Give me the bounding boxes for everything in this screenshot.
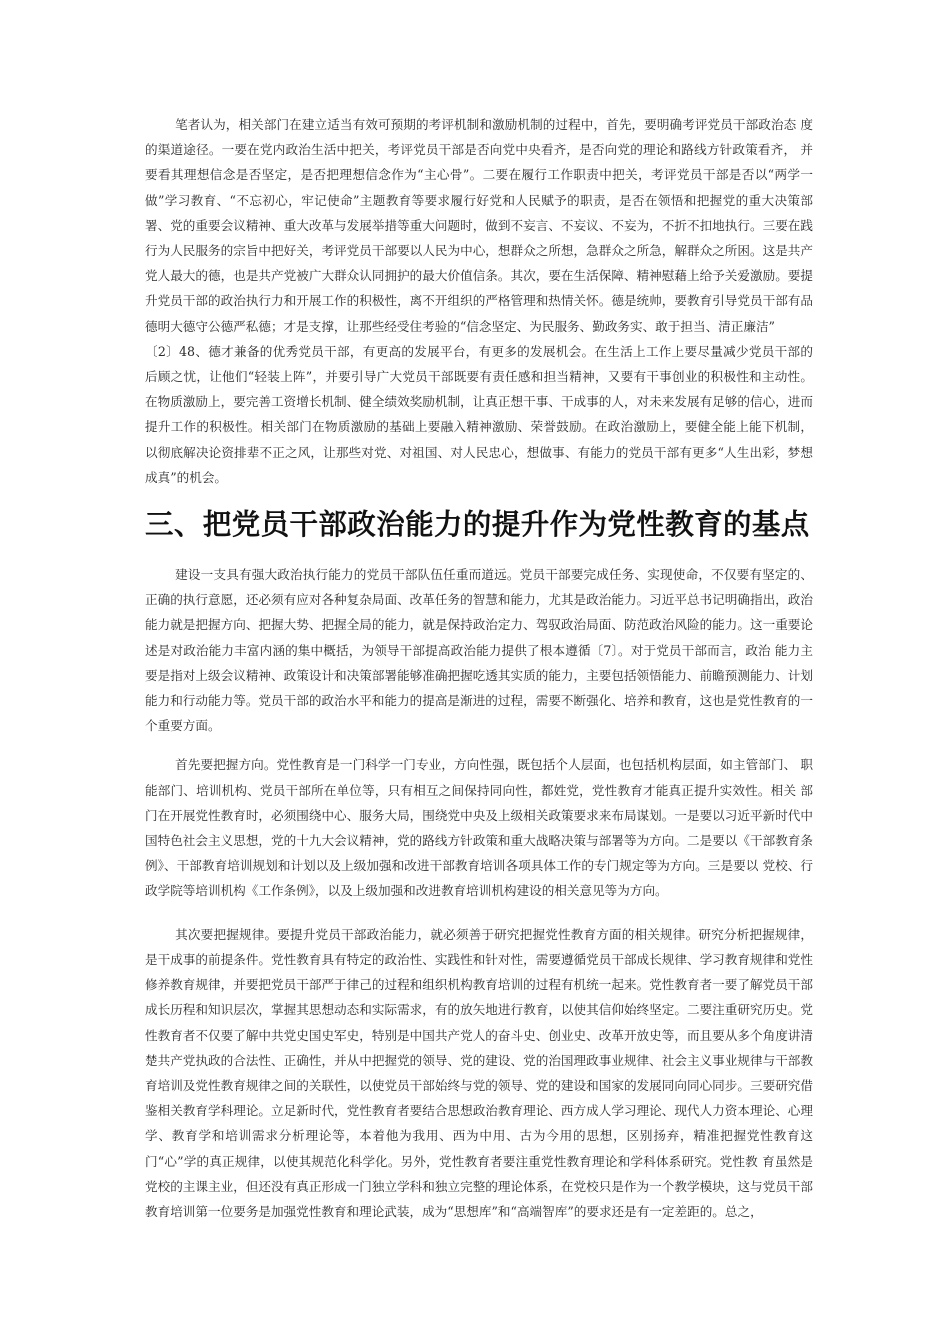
paragraph-text: 建设一支具有强大政治执行能力的党员干部队伍任重而道远。党员干部要完成任务、实现使命，不仅要有坚定的、正确的执行意愿，还必须有应对各种复杂局面、改革任务的智慧和能力，尤其是政治能力。习近平总书记明确指出，政治能力就是把握方向、把握大势、把握全局的能力，就是保持政治定力、驾驭政治局面、防范政治风险的能力。这一重要论述是对政治能力丰富内涵的集中概括，为领导干部提高政治能力提供了根本遵循〔7〕。对于党员干部而言，政治 能力主要是指对上级会议精神、政策设计和决策部署能够准确把握吃透其实质的能力，主要包括领悟能力、前瞻预测能力、计划能力和行动能力等。党员干部的政治水平和能力的提高是渐进的过程，需要不断强化、培养和教育，这也是党性教育的一个重要方面。 xyxy=(145,567,813,734)
paragraph-political-ability xyxy=(145,562,813,738)
paragraph-text: 〔2〕48、德才兼备的优秀党员干部，有更高的发展平台，有更多的发展机会。在生活上工作上要尽量减少党员干部的 后顾之忧，让他们“轻装上阵”，并要引导广大党员干部既要有责任感和担当精神，又要有干事创业的积极性和主动性。 在物质激励上，要完善工资增长机制、健全绩效奖励机制，让真正想干事、干成事的人，对未来发展有足够的信心，进而提升工作的积极性。相关部门在物质激励的基础上要融入精神激励、荣誉鼓励。在政治激励上，要健全能上能下机制， 以彻底解决论资排辈不正之风，让那些对党、对祖国、对人民忠心，想做事、有能力的党员干部有更多“人生出彩，梦想成真”的机会。 xyxy=(145,343,813,485)
paragraph-spacer xyxy=(145,738,813,752)
paragraph-grasp-direction xyxy=(145,752,813,903)
paragraph-spacer xyxy=(145,904,813,922)
paragraph-text: 其次要把握规律。要提升党员干部政治能力，就必须善于研究把握党性教育方面的相关规律。研究分析把握规律，是干成事的前提条件。党性教育具有特定的政治性、实践性和针对性，需要遵循党员干部成长规律、学习教育规律和党性修养教育规律，并要把党员干部严于律己的过程和组织机构教育培训的过程有机统一起来。党性教育者一要了解党员干部成长历程和知识层次，掌握其思想动态和实际需求，有的放矢地进行教育，以使其信仰始终坚定。二要注重研究历史。党性教育者不仅要了解中共党史国史军史，特别是中国共产党人的奋斗史、创业史、改革开放史等，而且要从多个角度讲清楚共产党执政的合法性、正确性，并从中把握党的领导、党的建设、党的治国理政事业规律、社会主义事业规律与干部教育培训及党性教育规律之间的关联性，以使党员干部始终与党的领导、党的建设和国家的发展同向同心同步。三要研究借鉴相关教育学科理论。立足新时代，党性教育者要结合思想政治教育理论、西方成人学习理论、现代人力资本理论、心理学、教育学和培训需求分析理论等，本着他为我用、西为中用、古为今用的思想，区别扬弃，精准把握党性教育这门“心”学的真正规律，以使其规范化科学化。另外，党性教育者要注重党性教育理论和学科体系研究。党性教 育虽然是党校的主课主业，但还没有真正形成一门独立学科和独立完整的理论体系，在党校只是作为一个教学模块，这与党员干部教育培训第一位要务是加强党性教育和理论武装，成为“思想库”和“高端智库”的要求还是有一定差距的。总之， xyxy=(145,926,813,1219)
paragraph-grasp-laws xyxy=(145,922,813,1224)
paragraph-evaluation-mechanism xyxy=(145,112,813,339)
section-heading: 三、把党员干部政治能力的提升作为党性教育的基点 xyxy=(145,508,810,542)
document-body xyxy=(145,112,813,1224)
paragraph-incentives xyxy=(145,339,813,490)
paragraph-text: 笔者认为，相关部门在建立适当有效可预期的考评机制和激励机制的过程中，首先，要明确考评党员干部政治态 度的渠道途径。一要在党内政治生活中把关，考评党员干部是否向党中央看齐，是否向党的理论和路线方针政策看齐， 并要看其理想信念是否坚定，是否把理想信念作为“主心骨”。二要在履行工作职责中把关，考评党员干部是否以“两学一做”学习教育、“不忘初心，牢记使命”主题教育等要求履行好党和人民赋予的职责，是否在领悟和把握党的重大决策部署、党的重要会议精神、重大改革与发展举措等重大问题时，做到不妄言、不妄议、不妄为，不折不扣地执行。三要在践行为人民服务的宗旨中把好关，考评党员干部要以人民为中心，想群众之所想，急群众之所急，解群众之所困。这是共产党人最大的德，也是共产党被广大群众认同拥护的最大价值信条。其次，要在生活保障、精神慰藉上给予关爱激励。要提升党员干部的政治执行力和开展工作的积极性，离不开组织的严格管理和热情关怀。德是统帅，要教育引导党员干部有品德明大德守公德严私德；才是支撑，让那些经受住考验的“信念坚定、为民服务、勤政务实、敢于担当、清正廉洁” xyxy=(145,117,813,334)
paragraph-text: 首先要把握方向。党性教育是一门科学一门专业，方向性强，既包括个人层面，也包括机构层面，如主管部门、 职能部门、培训机构、党员干部所在单位等，只有相互之间保持同向性，都姓党，党性教育才能真正提升实效性。相关 部门在开展党性教育时，必须围绕中心、服务大局，围绕党中央及上级相关政策要求来布局谋划。一是要以习近平新时代中国特色社会主义思想，党的十九大会议精神，党的路线方针政策和重大战略决策与部署等为方向。二是要以《干部教育条例》、干部教育培训规划和计划以及上级加强和改进干部教育培训各项具体工作的专门规定等为方向。三是要以 党校、行政学院等培训机构《工作条例》，以及上级加强和改进教育培训机构建设的相关意见等为方向。 xyxy=(145,757,813,899)
